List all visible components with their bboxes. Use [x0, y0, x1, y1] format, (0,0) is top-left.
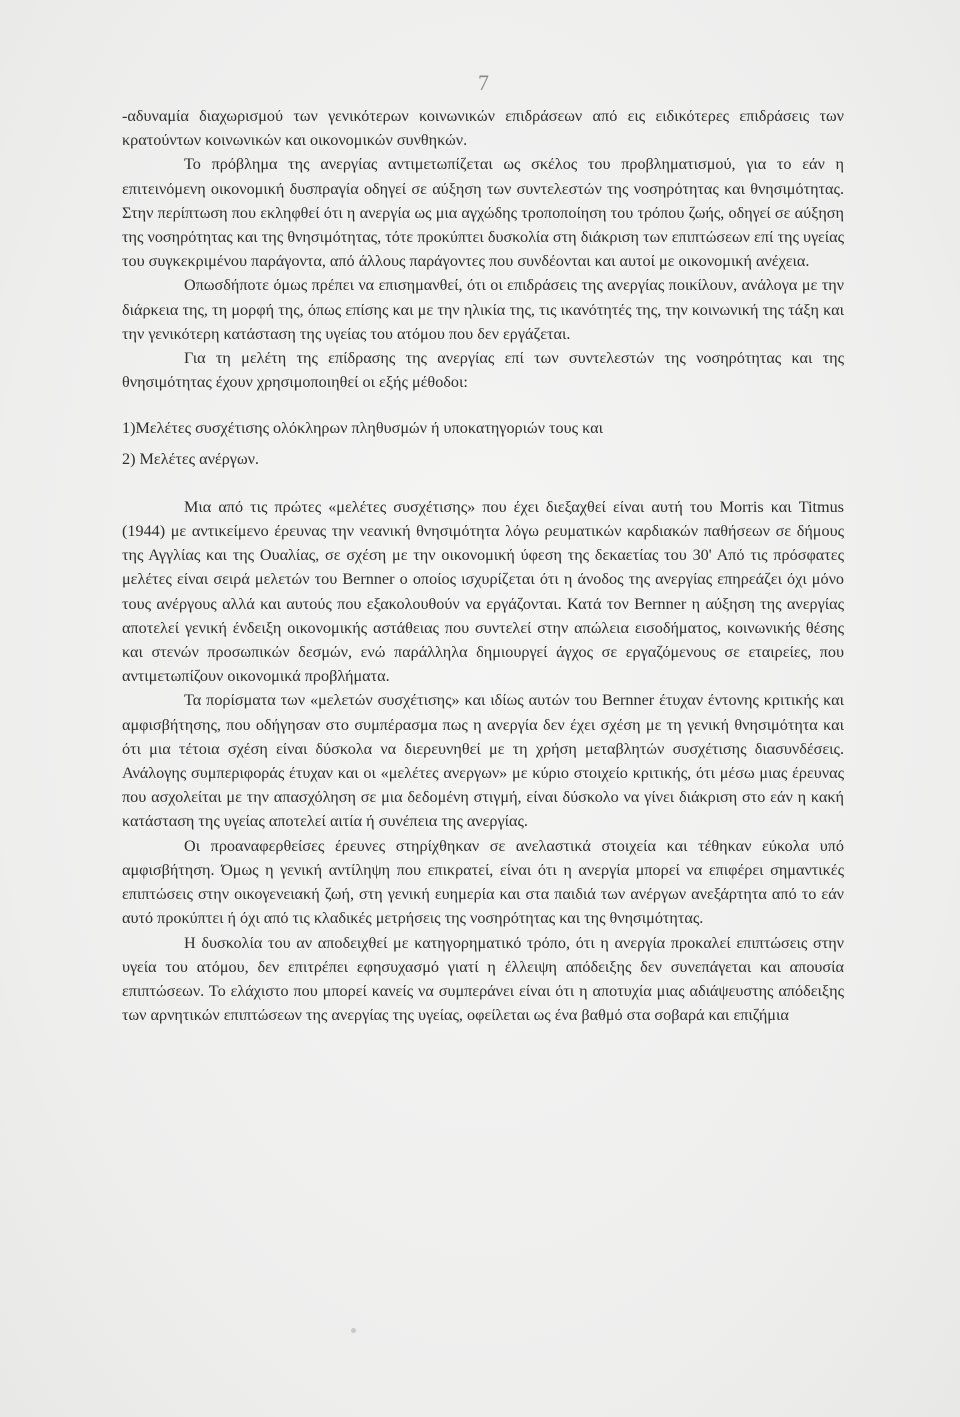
- paragraph-difficulty-proof: Η δυσκολία του αν αποδειχθεί με κατηγορηματικό τρόπο, ότι η ανεργία προκαλεί επιπτώσεις στην υγεία του ατόμου, δεν επιτρέπει εφησυχασμό γιατί η έλλειψη απόδειξης δεν συνεπάγεται και απουσία επιπτώσεων. Το ελάχιστο που μπορεί κανείς να συμπεράνει είναι ότι η αποτυχία μιας αδιάψευστης απόδειξης των αρνητικών επιπτώσεων της ανεργίας της υγείας, οφείλεται ως ένα βαθμό στα σοβαρά και επιζήμια: [122, 933, 844, 1025]
- paragraph-effects-vary: Οπωσδήποτε όμως πρέπει να επισημανθεί, ότι οι επιδράσεις της ανεργίας ποικίλουν, ανάλογα με την διάρκεια της, τη μορφή της, όπως επίσης και με την ηλικία της, τις ικανότητές της, την κοινωνική της τάξη και την γενικότερη κατάσταση της υγείας του ατόμου που δεν εργάζεται.: [122, 276, 844, 343]
- scan-speck: [351, 1328, 356, 1333]
- list-item-method-2: 2) Μελέτες ανέργων.: [122, 449, 259, 468]
- paragraph-methods-intro: Για τη μελέτη της επίδρασης της ανεργίας επί των συντελεστών της νοσηρότητας και της θνησιμότητας έχουν χρησιμοποιηθεί οι εξής μέθοδοι:: [122, 349, 844, 392]
- paragraph-problem-unemployment: Το πρόβλημα της ανεργίας αντιμετωπίζεται ως σκέλος του προβληματισμού, για το εάν η επιτεινόμενη οικονομική δυσπραγία οδηγεί σε αύξηση των συντελεστών της νοσηρότητας και θνησιμότητας. Στην περίπτωση που εκληφθεί ότι η ανεργία ως μια αγχώδης τροποποίηση του τρόπου ζωής, οδηγεί σε αύξηση της νοσηρότητας και της θνησιμότητας, τότε προκύπτει δυσκολία στη διάκριση των επιπτώσεων επί της υγείας του συγκεκριμένου παράγοντα, από άλλους παράγοντες που συνδέονται και αυτοί με οικονομική ανέχεια.: [122, 155, 844, 271]
- page-number: 7: [478, 70, 489, 95]
- paragraph-correlation-studies: Μια από τις πρώτες «μελέτες συσχέτισης» που έχει διεξαχθεί είναι αυτή του Morris και Titmus (1944) με αντικείμενο έρευνας την νεανική θνησιμότητα λόγω ρευματικών καρδιακών παθήσεων σε δήμους της Αγγλίας και της Ουαλίας, σε σχέση με την οικονομική ύφεση της δεκαετίας του 30' Από τις πρόσφατες μελέτες είναι σειρά μελετών του Bernner ο οποίος ισχυρίζεται ότι η άνοδος της ανεργίας επηρεάζει όχι μόνο τους ανέργους αλλά και αυτούς που εξακολουθούν να εργάζονται. Κατά τον Bernner η αύξηση της ανεργίας αποτελεί γενική ένδειξη οικονομικής αστάθειας που συντελεί στην απώλεια εισοδήματος, κοινωνικής θέσης και στενών προσωπικών δεσμών, ενώ παράλληλα δημιουργεί άγχος σε εργαζόμενους σε εταιρείες, που αντιμετωπίζουν οικονομικά προβλήματα.: [122, 497, 844, 686]
- paragraph-general-perception: Οι προαναφερθείσες έρευνες στηρίχθηκαν σε ανελαστικά στοιχεία και τέθηκαν εύκολα υπό αμφισβήτηση. Όμως η γενική αντίληψη που επικρατεί, είναι ότι η ανεργία μπορεί να επιφέρει σημαντικές επιπτώσεις στην οικογενειακή ζωή, στη γενική ευημερία και στα παιδιά των ανέργων ανεξάρτητα από το εάν αυτό προκύπτει ή όχι από τις κλαδικές μετρήσεις της νοσηρότητας και της θνησιμότητας.: [122, 836, 844, 928]
- paragraph-criticism: Τα πορίσματα των «μελετών συσχέτισης» και ιδίως αυτών του Bernner έτυχαν έντονης κριτικής και αμφισβήτησης, που οδήγησαν στο συμπέρασμα πως η ανεργία δεν έχει σχέση με τη γενική θνησιμότητα και ότι μια τέτοια σχέση είναι δύσκολα να διερευνηθεί με τη χρήση μεταβλητών συσχέτισης διασυνδέσεις. Ανάλογης συμπεριφοράς έτυχαν και οι «μελέτες ανεργων» με κύριο στοιχείο κριτικής, ότι μέσω μιας έρευνας που ασχολείται με την απασχόληση σε μια δεδομένη στιγμή, είναι δύσκολο να γίνει διάκριση στο εάν η κακή κατάσταση της υγείας αποτελεί αιτία ή συνέπεια της ανεργίας.: [122, 691, 844, 831]
- body-text: [122, 104, 844, 1027]
- paragraph-intro-fragment: -αδυναμία διαχωρισμού των γενικότερων κοινωνικών επιδράσεων από εις ειδικότερες επιδράσεις των κρατούντων κοινωνικών και οικονομικών συνθηκών.: [122, 107, 844, 150]
- list-item-method-1: 1)Μελέτες συσχέτισης ολόκληρων πληθυσμών ή υποκατηγοριών τους και: [122, 419, 603, 438]
